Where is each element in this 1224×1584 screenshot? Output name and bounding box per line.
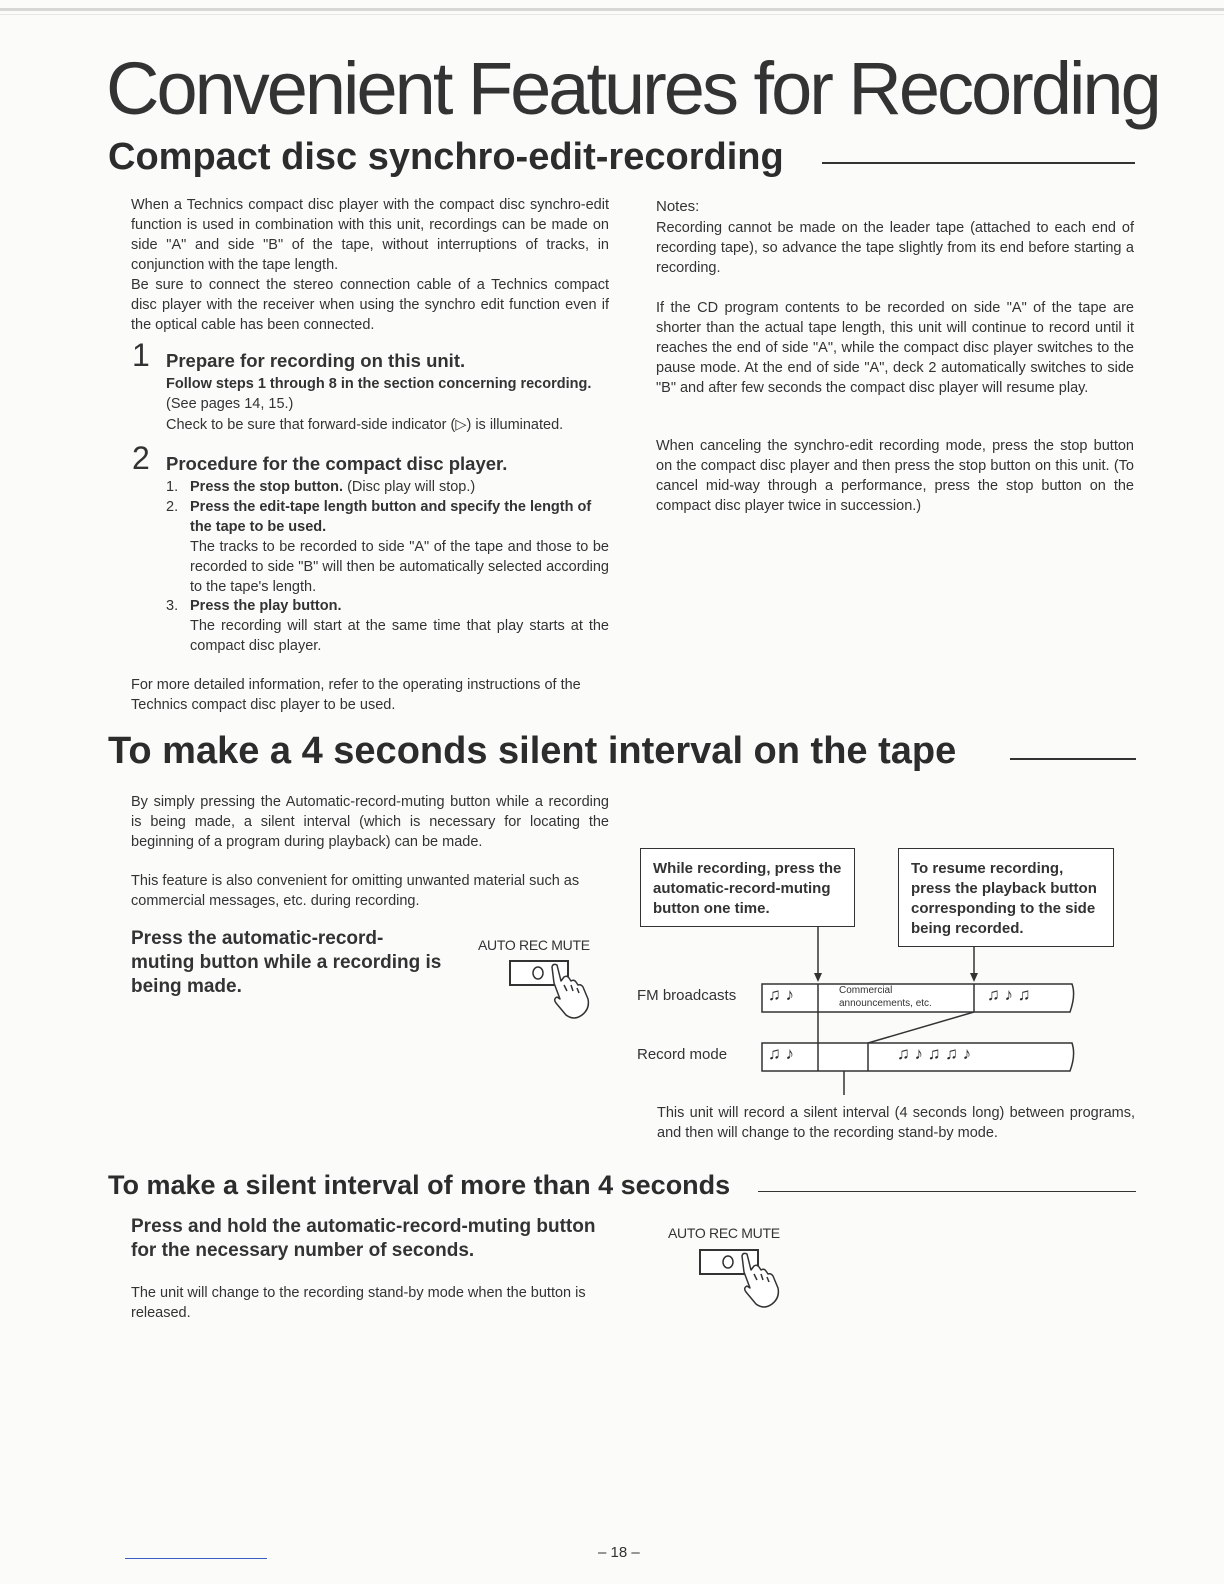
note-leader-tape: Recording cannot be made on the leader tape (attached to each end of recording tape), so advance the tape slightly from its end before starting a recording. bbox=[656, 220, 1134, 276]
notes-label: Notes: bbox=[656, 198, 700, 215]
step-number-2: 2 bbox=[132, 440, 150, 476]
step-2-item-1-note: (Disc play will stop.) bbox=[343, 479, 476, 495]
step-2-item-2-detail: The tracks to be recorded to side "A" of the tape and those to be recorded to side "B" will then be automatically selected according to the tape's length. bbox=[190, 539, 609, 595]
step-number-1: 1 bbox=[132, 337, 150, 373]
note-cd-program: If the CD program contents to be recorded on side "A" of the tape are shorter than the actual tape length, this unit will continue to record until it reaches the end of side "A", while the compact disc player switches to the pause mode. At the end of side "A", deck 2 automatically switches to side "B" and after few seconds the compact disc player will resume play. bbox=[656, 300, 1134, 396]
auto-rec-mute-button-illustration[interactable] bbox=[690, 1244, 790, 1310]
diagram-caption: This unit will record a silent interval (4 seconds long) between programs, and then will change to the recording stand-by mode. bbox=[657, 1105, 1135, 1141]
page-title: Convenient Features for Recording bbox=[106, 47, 1159, 130]
silent-interval-feature: This feature is also convenient for omitting unwanted material such as commercial messages, etc. during recording. bbox=[131, 873, 580, 909]
standby-note: The unit will change to the recording stand-by mode when the button is released. bbox=[131, 1285, 586, 1321]
step-2-item-1: Press the stop button. bbox=[190, 479, 344, 495]
music-notes-rec-left: ♫ ♪ bbox=[768, 1044, 794, 1063]
step-2-item-num-2: 2. bbox=[166, 499, 179, 515]
step-1-page-ref: (See pages 14, 15.) bbox=[166, 396, 294, 412]
instruction-box-resume: To resume recording, press the playback button corresponding to the side being recorded. bbox=[898, 848, 1114, 947]
step-2-item-3: Press the play button. bbox=[190, 598, 342, 614]
record-mode-label: Record mode bbox=[637, 1046, 728, 1063]
silent-interval-intro: By simply pressing the Automatic-record-muting button while a recording is being made, a silent interval (which is necessary for locating the beginning of a program during playback) can be made. bbox=[131, 794, 609, 850]
pressing-hand-icon bbox=[552, 964, 588, 1018]
heading-rule bbox=[1010, 758, 1136, 760]
instruction-box-mute: While recording, press the automatic-record-muting button one time. bbox=[640, 848, 855, 927]
step-1-check: Check to be sure that forward-side indicator (▷) is illuminated. bbox=[166, 417, 564, 433]
press-hold-instruction: Press and hold the automatic-record-muting button for the necessary number of seconds. bbox=[131, 1216, 596, 1261]
heading-rule bbox=[758, 1191, 1136, 1192]
pressing-hand-icon bbox=[742, 1253, 778, 1307]
step-2-heading: Procedure for the compact disc player. bbox=[166, 453, 508, 474]
auto-rec-mute-button-illustration[interactable] bbox=[500, 955, 600, 1021]
section-heading-long-interval: To make a silent interval of more than 4 seconds bbox=[108, 1170, 731, 1200]
step-2-item-num-3: 3. bbox=[166, 598, 179, 614]
footer-link-line bbox=[125, 1558, 267, 1559]
music-notes-rec-right: ♫ ♪ ♫ ♫ ♪ bbox=[897, 1044, 972, 1063]
note-canceling: When canceling the synchro-edit recording mode, press the stop button on the compact disc player and then press the stop button on this unit. (To cancel mid-way through a performance, press the stop button on the compact disc player twice in succession.) bbox=[656, 438, 1134, 514]
auto-rec-mute-label: AUTO REC MUTE bbox=[668, 1225, 780, 1241]
step-2-item-2: Press the edit-tape length button and specify the length of the tape to be used. bbox=[190, 499, 592, 535]
step-1-instruction: Follow steps 1 through 8 in the section concerning recording. bbox=[166, 376, 592, 392]
commercial-label-line1: Commercial bbox=[839, 985, 893, 996]
auto-rec-mute-label: AUTO REC MUTE bbox=[478, 937, 590, 953]
commercial-label-line2: announcements, etc. bbox=[839, 998, 932, 1009]
section-heading-synchro-edit: Compact disc synchro-edit-recording bbox=[108, 136, 784, 178]
top-border-thin bbox=[0, 14, 1224, 15]
heading-rule bbox=[822, 162, 1135, 164]
step-1-heading: Prepare for recording on this unit. bbox=[166, 350, 466, 371]
step-2-item-3-detail: The recording will start at the same time that play starts at the compact disc player. bbox=[190, 618, 609, 654]
tape-timeline-diagram bbox=[740, 925, 1080, 1100]
more-info-text: For more detailed information, refer to the operating instructions of the Technics compact disc player to be used. bbox=[131, 677, 581, 713]
section-heading-silent-interval: To make a 4 seconds silent interval on the tape bbox=[108, 730, 957, 772]
auto-rec-mute-instruction: Press the automatic-record-muting button while a recording is being made. bbox=[131, 928, 442, 997]
step-2-item-num-1: 1. bbox=[166, 479, 179, 495]
top-border bbox=[0, 8, 1224, 11]
music-notes-fm-left: ♫ ♪ bbox=[768, 985, 794, 1004]
fm-broadcasts-label: FM broadcasts bbox=[637, 987, 737, 1004]
intro-paragraph: When a Technics compact disc player with the compact disc synchro-edit function is used in combination with this unit, recordings can be made on side "A" and side "B" of the tape, without interruptions of tracks, in conjunction with the tape length. bbox=[131, 197, 609, 273]
music-notes-fm-right: ♫ ♪ ♫ bbox=[987, 985, 1031, 1004]
connection-note: Be sure to connect the stereo connection cable of a Technics compact disc player with the receiver when using the synchro edit function even if the optical cable has been connected. bbox=[131, 277, 609, 333]
page-number: – 18 – bbox=[598, 1544, 640, 1561]
